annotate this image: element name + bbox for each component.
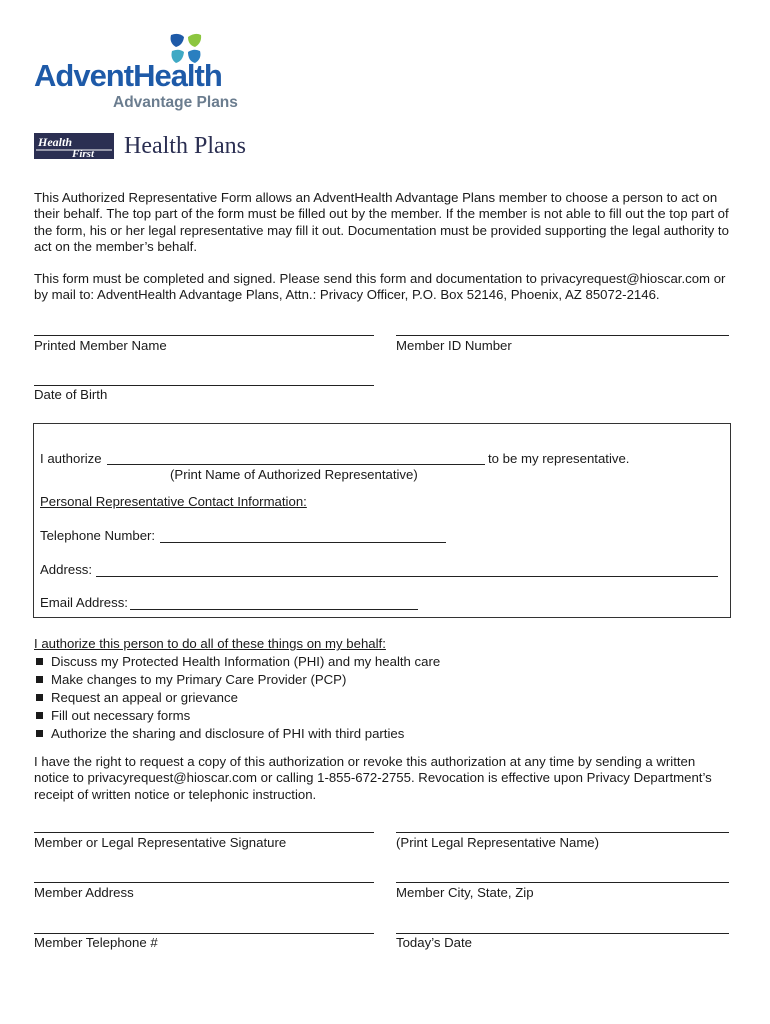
permission-text: Make changes to my Primary Care Provider (PCP)	[51, 671, 347, 687]
member-address-line[interactable]	[34, 882, 374, 883]
date-of-birth-label: Date of Birth	[34, 387, 108, 402]
member-city-line[interactable]	[396, 882, 729, 883]
permission-text: Fill out necessary forms	[51, 707, 191, 723]
printed-member-name-line[interactable]	[34, 335, 374, 336]
address-label: Address:	[40, 562, 93, 577]
permission-item	[34, 725, 734, 743]
badge-line2: First	[72, 148, 95, 159]
email-line[interactable]	[130, 609, 418, 610]
email-label: Email Address:	[40, 595, 128, 610]
authorize-suffix: to be my representative.	[488, 451, 630, 466]
permissions-section	[34, 635, 734, 742]
todays-date-line[interactable]	[396, 933, 729, 934]
health-first-logo	[34, 133, 114, 159]
contact-info-heading: Personal Representative Contact Information:	[40, 494, 307, 509]
permission-text: Authorize the sharing and disclosure of PHI with third parties	[51, 725, 405, 741]
address-line[interactable]	[96, 576, 718, 577]
representative-name-caption: (Print Name of Authorized Representative)	[170, 467, 418, 482]
print-legal-rep-line[interactable]	[396, 832, 729, 833]
permission-item	[34, 671, 734, 689]
revocation-paragraph: I have the right to request a copy of this authorization or revoke this authorization at any time by sending a written notice to privacyrequest@hioscar.com or calling 1-855-672-2755. Revocation is effective upon Privacy Department’s receipt of written notice or telephonic instruction.	[34, 754, 712, 802]
member-id-label: Member ID Number	[396, 338, 512, 353]
bullet-square-icon	[36, 694, 43, 701]
permission-text: Discuss my Protected Health Information (PHI) and my health care	[51, 653, 441, 669]
bullet-square-icon	[36, 730, 43, 737]
partner-name: Health Plans	[124, 133, 246, 159]
brand-name: AdventHealth	[34, 58, 222, 93]
telephone-line[interactable]	[160, 542, 446, 543]
intro-paragraph-2: This form must be completed and signed. Please send this form and documentation to privacyrequest@hioscar.com or by mail to: AdventHealth Advantage Plans, Attn.: Privacy Officer, P.O. Box 52146, Phoenix, AZ 85072-2146.	[34, 271, 726, 303]
telephone-label: Telephone Number:	[40, 528, 156, 543]
member-city-label: Member City, State, Zip	[396, 885, 534, 900]
bullet-square-icon	[36, 676, 43, 683]
member-telephone-line[interactable]	[34, 933, 374, 934]
print-legal-rep-label: (Print Legal Representative Name)	[396, 835, 600, 850]
signature-label: Member or Legal Representative Signature	[34, 835, 287, 850]
authorize-prefix: I authorize	[40, 451, 102, 466]
printed-member-name-label: Printed Member Name	[34, 338, 167, 353]
signature-line[interactable]	[34, 832, 374, 833]
badge-line1: Health	[38, 135, 73, 149]
bullet-square-icon	[36, 658, 43, 665]
representative-name-line[interactable]	[107, 464, 485, 465]
member-telephone-label: Member Telephone #	[34, 935, 158, 950]
permission-item	[34, 653, 734, 671]
permission-text: Request an appeal or grievance	[51, 689, 238, 705]
permission-item	[34, 707, 734, 725]
permissions-heading: I authorize this person to do all of these things on my behalf:	[34, 636, 386, 651]
intro-paragraph-1: This Authorized Representative Form allows an AdventHealth Advantage Plans member to choose a person to act on their behalf. The top part of the form must be filled out by the member. If the member is not able to fill out the top part of the form, his or her legal representative may fill it out. Documentation must be provided supporting the legal authority to act on the member’s behalf.	[34, 190, 729, 255]
bullet-square-icon	[36, 712, 43, 719]
date-of-birth-line[interactable]	[34, 385, 374, 386]
permission-item	[34, 689, 734, 707]
member-address-label: Member Address	[34, 885, 134, 900]
todays-date-label: Today’s Date	[396, 935, 472, 950]
member-id-line[interactable]	[396, 335, 729, 336]
brand-subtitle: Advantage Plans	[113, 94, 238, 111]
